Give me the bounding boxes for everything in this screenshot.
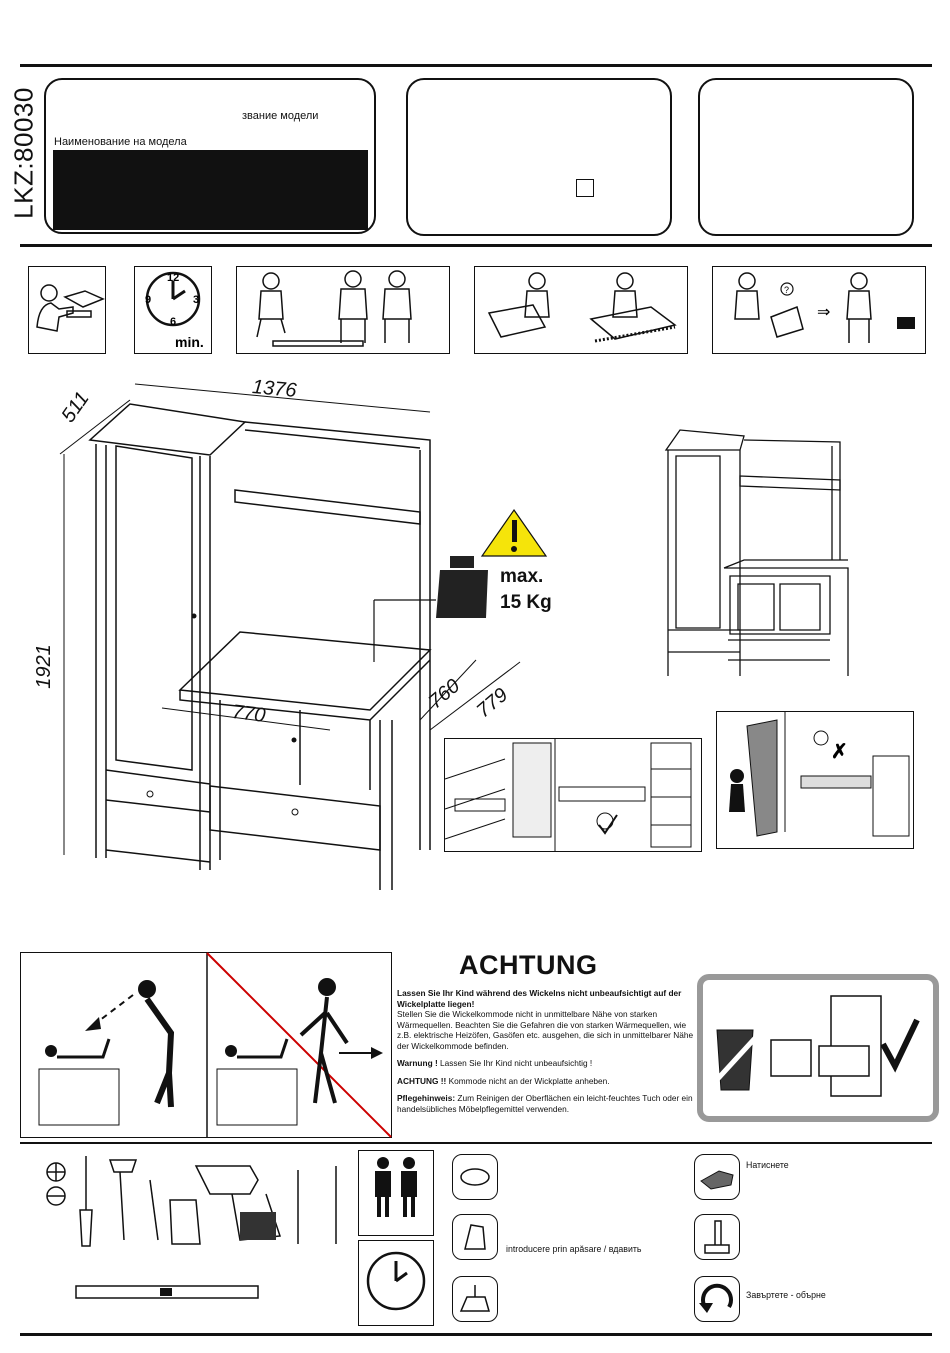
dimension-table-depth-1: 760 — [424, 674, 465, 714]
bottom-rule — [20, 1333, 932, 1336]
dimension-table-width: 770 — [230, 701, 267, 727]
hammer-icon — [694, 1214, 740, 1260]
dustpan-icon — [452, 1276, 498, 1322]
warning-title: ACHTUNG — [459, 950, 598, 980]
dimension-width: 1376 — [251, 376, 298, 402]
warning-p4: Zum Reinigen der Oberflächen ein leicht-feuchtes Tuch oder ein handelsübliches Möbelpflegemittel verwenden. — [397, 1093, 693, 1114]
dimension-height: 1921 — [32, 644, 55, 689]
time-clock-icon — [358, 1240, 434, 1326]
model-label: Наименование на модела — [54, 136, 187, 148]
clock-digit-6: 6 — [170, 316, 177, 328]
warning-p3-bold: ACHTUNG !! — [397, 1075, 447, 1086]
clock-digit-12: 12 — [167, 272, 180, 284]
max-load-label: max. — [500, 566, 544, 587]
model-label-partial: звание модели — [242, 110, 319, 122]
hand-press-icon — [694, 1154, 740, 1200]
press-in-icon — [452, 1214, 498, 1260]
svg-text:✗: ✗ — [831, 741, 848, 763]
two-persons-required-icon — [358, 1150, 434, 1236]
turn-label: Завъртете - обърне — [746, 1290, 826, 1300]
warning-p2-bold: Warnung ! — [397, 1058, 438, 1068]
warning-p4-bold: Pflegehinweis: — [397, 1093, 456, 1103]
insert-press-label: introducere prin apăsare / вдавить — [506, 1244, 642, 1254]
dimension-depth: 511 — [57, 387, 94, 427]
press-label: Натиснете — [746, 1160, 789, 1170]
turn-rotate-icon — [694, 1276, 740, 1322]
svg-text:?: ? — [784, 285, 790, 295]
document-code: LKZ:80030 — [8, 87, 39, 219]
tape-icon — [452, 1154, 498, 1200]
max-load-value: 15 Kg — [500, 592, 552, 613]
warning-p2: Lassen Sie Ihr Kind nicht unbeaufsichtig ! — [440, 1058, 593, 1068]
svg-text:⇒: ⇒ — [817, 304, 831, 321]
dimension-table-depth-2: 779 — [472, 683, 513, 723]
warning-p3: Kommode nicht an der Wickplatte anheben. — [448, 1075, 610, 1086]
clock-digit-9: 9 — [145, 294, 152, 306]
warning-p1: Stellen Sie die Wickelkommode nicht in unmittelbare Nähe von starken Wärmequellen. Beachten Sie die Gefahren die von starken Wärmequellen, wie z.B. elektrische Heizöfen, Gasöfen etc. ausgehen, die sich in unmittelbarer Nähe der Wickelkommode befinden. — [397, 1009, 694, 1051]
clock-digit-3: 3 — [193, 294, 200, 306]
warning-p1-bold: Lassen Sie Ihr Kind während des Wickelns nicht unbeaufsichtigt auf der Wickelplatte liegen! — [397, 988, 682, 1009]
clock-min-label: min. — [175, 334, 204, 350]
